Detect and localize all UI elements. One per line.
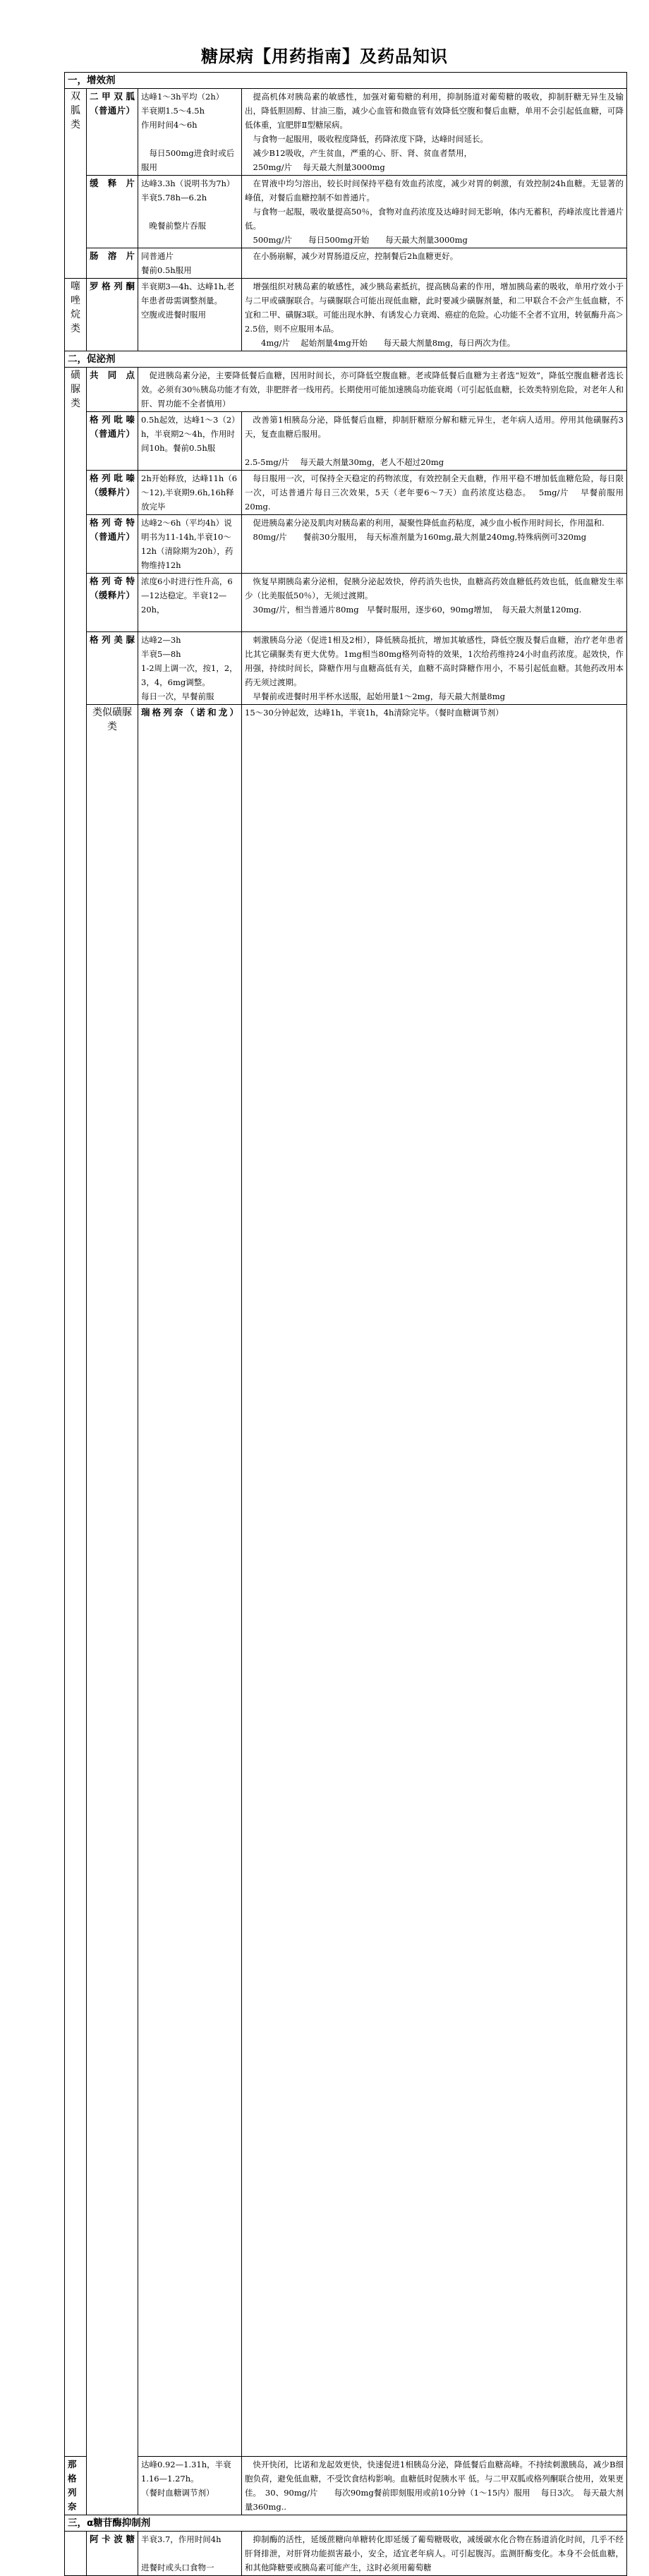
pk-line: 同普通片 (141, 251, 174, 261)
table-row (65, 2457, 627, 2515)
drug-name: 瑞格列奈（诺和龙） (138, 705, 242, 2457)
pharmacokinetics-cell (138, 176, 242, 248)
pk-line: 0.5h起效，达峰1～3（2）h，半衰期2～4h，作用时间10h。餐前0.5h服 (141, 415, 236, 453)
drug-name: 格列吡嗪（缓释片） (87, 471, 138, 515)
spacer (141, 2546, 238, 2560)
pharmacokinetics-cell (138, 632, 242, 705)
description-cell (242, 279, 627, 351)
drug-name: 二甲双胍（普通片） (87, 89, 138, 176)
pharmacokinetics-cell (138, 574, 242, 632)
drug-name: 罗格列酮 (87, 279, 138, 351)
table-row (65, 248, 627, 279)
table-row (65, 632, 627, 705)
section-header-row (65, 351, 627, 368)
pharmacokinetics-cell (138, 2457, 242, 2515)
description-cell (242, 2457, 627, 2515)
category-cell: 双胍类 (65, 89, 87, 279)
pk-line: 达峰1～3h平均（2h） (141, 92, 224, 102)
spacer (245, 441, 624, 455)
table-row (65, 176, 627, 248)
table-row (65, 515, 627, 574)
desc-paragraph: 80mg/片 餐前30分服用， 每天标准剂量为160mg,最大剂量240mg,特殊病例可320mg (253, 532, 587, 542)
desc-paragraph: 增强组织对胰岛素的敏感性，减少胰岛素抵抗，提高胰岛素的作用，增加胰岛素的吸收，单用疗效小于与二甲或磺脲联合。与磺脲联合可能出现低血糖，此时要减少磺脲剂量，和二甲联合不会产生低血糖，不宜和二甲、磺脲3联。可能出现水肿、有诱发心力衰竭、癌症的危险。心功能不全者不宜用，转氨酶升高＞ 2.5倍，则不应服用本品。 (245, 282, 624, 334)
pk-line: 2h开始释放，达峰11h（6～12),半衰期9.6h,16h释放完毕 (141, 473, 238, 512)
desc-paragraph: 促进胰岛素分泌，主要降低餐后血糖，因用时间长，亦可降低空腹血糖。老或降低餐后血糖为主者选“短效”，降低空腹血糖者选长效。必须有30％胰岛功能才有效，非肥胖者一线用药。长期使用可能加速胰岛功能衰竭（可引起低血糖，长效类特别危险，对老年人和肝、胃功能不全者慎用） (141, 370, 624, 409)
description-cell (242, 574, 627, 632)
pk-line: （餐时血糖调节剂） (141, 2488, 214, 2498)
pk-line: 每日一次，早餐前服 (141, 691, 214, 701)
pharmacokinetics-cell (138, 412, 242, 471)
desc-paragraph: 每日服用一次，可保持全天稳定的药物浓度，有效控制全天血糖，作用平稳不增加低血糖危险，每日限一次，可达普通片每日三次效果，5天（老年要6～7天）血药浓度达稳态。 5mg/片 早餐前服用20mg. (245, 473, 624, 512)
category-cell: 噻唑烷类 (65, 279, 87, 351)
desc-paragraph: 减少B12吸收，产生贫血，严重的心、肝、肾、贫血者禁用， (253, 148, 473, 158)
pk-line: 达峰2—3h (141, 635, 181, 645)
pk-line: 达峰0.92—1.31h，半衰1.16—1.27h。 (141, 2460, 231, 2484)
desc-paragraph: 在小肠崩解，减少对胃肠道反应，控制餐后2h血糖更好。 (253, 251, 459, 261)
desc-paragraph: 抑制酶的活性，延缓蔗糖向单糖转化即延缓了葡萄糖吸收，减缓碳水化合物在肠道消化时间，几乎不经肝肾排泄，对肝肾功能损害最小，安全，适宜老年病人。可引起腹泻。监测肝酶变化。本身不会低血糖，和其他降糖要或胰岛素可能产生，这时必须用葡萄糖 (245, 2534, 624, 2572)
pk-line: 晚餐前整片吞服 (149, 221, 206, 231)
pk-line: 1-2周上调一次，按1，2，3，4，6mg调整。 (141, 663, 238, 687)
description-cell (242, 176, 627, 248)
section-title: 三，α糖苷酶抑制剂 (65, 2515, 627, 2532)
pharmacokinetics-cell (138, 279, 242, 351)
section-title: 二，促泌剂 (65, 351, 627, 368)
table-row (65, 89, 627, 176)
pk-line: 作用时间4～6h (141, 120, 198, 130)
spacer (141, 205, 238, 219)
section-header-row (65, 73, 627, 89)
description-cell (242, 515, 627, 574)
desc-paragraph: 改善第1相胰岛分泌，降低餐后血糖，抑制肝糖原分解和糖元异生，老年病人适用。停用其他磺脲药3天，复查血糖后服用。 (245, 415, 624, 439)
pk-line: 每日500mg进食时或后服用 (141, 148, 235, 172)
desc-paragraph: 2.5-5mg/片 每天最大剂量30mg，老人不超过20mg (245, 457, 444, 467)
desc-paragraph: 刺激胰岛分泌（促进1相及2相），降低胰岛抵抗，增加其敏感性，降低空腹及餐后血糖，治疗老年患者比其它磺脲类有更大优势。1mg相当80mg格列奇特的效果，1次给药维持24小时血药浓度。起效快，作用强，持续时间长，降糖作用与血糖高低有关，血糖不高时降糖作用小，不易引起低血糖。其他药改用本药无须过渡期。 (245, 635, 624, 687)
drug-name: 共同点 (87, 368, 138, 412)
pharmacokinetics-cell (138, 471, 242, 515)
table-row (65, 574, 627, 632)
desc-paragraph: 250mg/片 每天最大剂量3000mg (253, 162, 385, 172)
table-row (65, 2532, 627, 2576)
pharmacokinetics-cell (138, 515, 242, 574)
pk-line: 15～30分钟起效，达峰1h，半衰1h，4h清除完毕。（餐时血糖调节剂） (245, 708, 504, 718)
table-row (65, 705, 627, 2457)
pharmacokinetics-cell (138, 248, 242, 279)
section-title: 一，增效剂 (65, 73, 627, 89)
description-cell (242, 412, 627, 471)
pk-line: 餐前0.5h服用 (141, 265, 192, 275)
page-title: 糖尿病【用药指南】及药品知识 (201, 47, 448, 66)
desc-paragraph: 与食物一起服用，吸收程度降低，药降浓度下降，达峰时间延长。 (253, 134, 488, 144)
table-row (65, 412, 627, 471)
desc-paragraph: 恢复早期胰岛素分泌相，促胰分泌起效快，停药消失也快，血糖高药效血糖低药效也低，低血糖发生率少（比美服低50％），无须过渡期。 (245, 576, 624, 600)
desc-paragraph: 提高机体对胰岛素的敏感性，加强对葡萄糖的利用，抑制肠道对葡萄糖的吸收，抑制肝糖无异生及输出，降低胆固醇、甘油三脂，减少心血管和微血管有效降低空腹和餐后血糖，单用不会引起低血糖，可降低体重，宜肥胖Ⅱ型糖尿病。 (245, 92, 624, 130)
desc-paragraph: 在胃液中均匀溶出，较长时间保持平稳有效血药浓度，减少对胃的刺激，有效控制24h血糖。无显著的峰值，对餐后血糖控制不如普通片。 (245, 179, 624, 202)
description-cell (242, 2532, 627, 2576)
spacer (141, 132, 238, 146)
description-cell (242, 89, 627, 176)
pk-line: 达峰2～6h（平均4h）说明书为11-14h,半衰10～12h（清除期为20h），药物维持12h (141, 518, 233, 570)
description-cell (242, 471, 627, 515)
description-cell (242, 248, 627, 279)
pk-line: 半衰3.7，作用时间4h (141, 2534, 222, 2544)
pk-line: 进餐时或头口食物一 (141, 2563, 214, 2572)
pharmacokinetics-cell (138, 89, 242, 176)
drug-name: 缓释片 (87, 176, 138, 248)
desc-paragraph: 4mg/片 起始剂量4mg开始 每天最大剂量8mg，每日两次为佳。 (261, 338, 516, 348)
category-cell: 磺脲类 (65, 368, 87, 2457)
pk-line: 浓度6小时进行性升高，6—12达稳定。半衰12—20h， (141, 576, 233, 615)
description-cell (138, 368, 627, 412)
pk-line: 半衰期1.5～4.5h (141, 106, 205, 116)
drug-name: 阿卡波糖 (87, 2532, 138, 2576)
drug-name: 格列美脲 (87, 632, 138, 705)
category-cell: 类似磺脲类 (87, 705, 138, 2515)
drug-table (64, 72, 627, 2576)
desc-paragraph: 30mg/片，相当普通片80mg 早餐时服用，逐步60，90mg增加， 每天最大剂量120mg. (253, 605, 582, 615)
category-cell (65, 2532, 87, 2576)
pharmacokinetics-cell (242, 705, 627, 2457)
drug-name: 格列奇特（普通片） (87, 515, 138, 574)
desc-paragraph: 500mg/片 每日500mg开始 每天最大剂量3000mg (253, 235, 468, 245)
drug-name: 肠溶片 (87, 248, 138, 279)
drug-name: 那格列奈 (65, 2457, 87, 2515)
desc-paragraph: 促进胰岛素分泌及肌肉对胰岛素的利用，凝聚性降低血药粘度，减少血小板作用时间长，作用温和. (253, 518, 605, 528)
table-row (65, 471, 627, 515)
description-cell (242, 632, 627, 705)
pk-line: 空腹或进餐时服用 (141, 310, 206, 320)
pk-line: 达峰3.3h（说明书为7h） (141, 179, 235, 188)
table-row (65, 368, 627, 412)
desc-paragraph: 快开快闭，比诺和龙起效更快，快速促进1相胰岛分泌，降低餐后血糖高峰。不持续刺激胰岛，减少B细胞负荷，避免低血糖，不受饮食结构影响。血糖低时促胰水平 低。与二甲双胍或格列酮联合使用，效果更佳。 30、90mg/片 每次90mg餐前即刻服用或前10分钟（1～15内）服用 每日3次。 每天最大剂量360mg.. (245, 2460, 624, 2512)
pk-line: 半衰5—8h (141, 649, 181, 659)
pk-line: 半衰5.78h—6.2h (141, 193, 207, 202)
pk-line: 半衰期3—4h、达峰1h,老年患者毋需调整剂量。 (141, 282, 235, 306)
desc-paragraph: 与食物一起服，吸收量提高50％，食物对血药浓度及达峰时间无影响，体内无蓄积，药峰浓度比普通片低。 (245, 207, 624, 231)
drug-name: 格列吡嗪（普通片） (87, 412, 138, 471)
table-row (65, 279, 627, 351)
desc-paragraph: 早餐前或进餐时用半杯水送服，起始用量1～2mg，每天最大剂量8mg (253, 691, 505, 701)
pharmacokinetics-cell (138, 2532, 242, 2576)
drug-name: 格列奇特（缓释片） (87, 574, 138, 632)
section-header-row (65, 2515, 627, 2532)
